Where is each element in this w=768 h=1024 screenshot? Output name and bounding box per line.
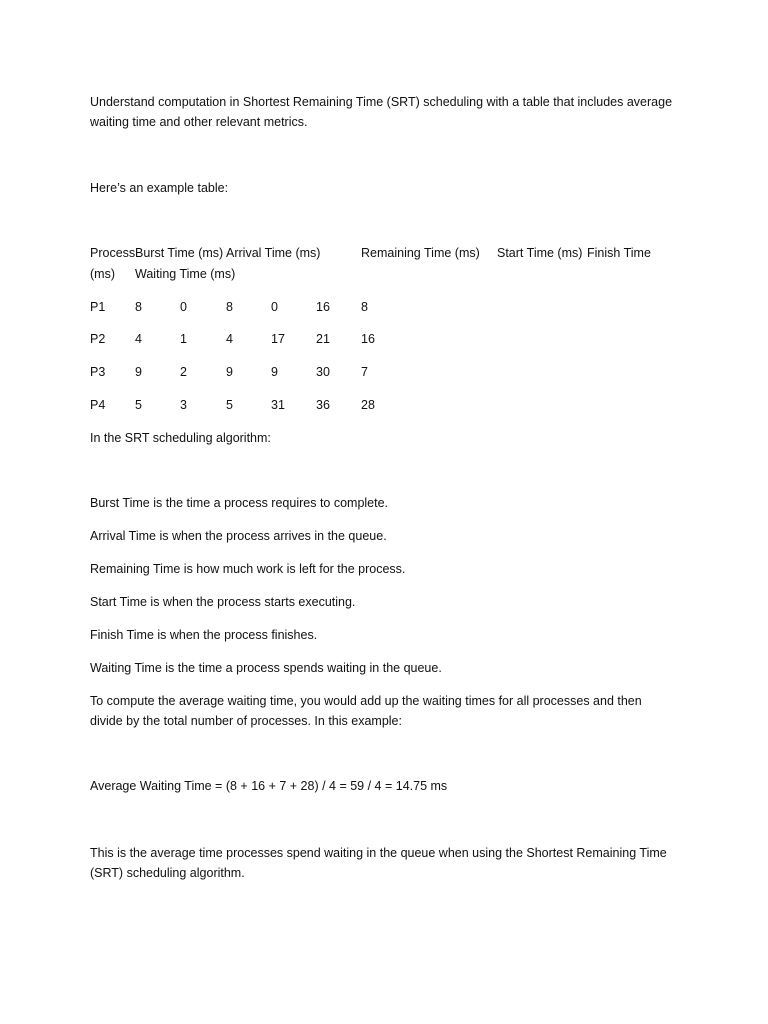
conclusion-line-1: This is the average time processes spend waiting in the queue when using the Shortest Remaining Time (90, 846, 667, 860)
header-finish-time: Finish Time (587, 246, 651, 260)
intro-line-1: Understand computation in Shortest Remaining Time (SRT) scheduling with a table that includes average (90, 95, 673, 109)
cell-process: P4 (90, 398, 106, 412)
cell-waiting-time: 16 (361, 332, 375, 346)
intro-line-2: waiting time and other relevant metrics. (90, 115, 308, 129)
cell-process: P2 (90, 332, 106, 346)
definition-waiting-time: Waiting Time is the time a process spends waiting in the queue. (90, 661, 442, 675)
definition-finish-time: Finish Time is when the process finishes. (90, 628, 318, 642)
cell-finish-time: 30 (316, 365, 330, 379)
cell-waiting-time: 7 (361, 365, 368, 379)
cell-arrival-time: 3 (180, 398, 187, 412)
definition-burst-time: Burst Time is the time a process requires to complete. (90, 496, 389, 510)
cell-start-time: 0 (271, 300, 278, 314)
conclusion-line-2: (SRT) scheduling algorithm. (90, 866, 245, 880)
cell-start-time: 9 (271, 365, 278, 379)
cell-waiting-time: 28 (361, 398, 375, 412)
cell-finish-time: 16 (316, 300, 330, 314)
example-table-label: Here’s an example table: (90, 181, 229, 195)
header-process: Process (90, 246, 136, 260)
header-remaining-time: Remaining Time (ms) (361, 246, 480, 260)
cell-burst-time: 4 (135, 332, 142, 346)
header-finish-time-unit: (ms) (90, 267, 115, 281)
cell-arrival-time: 0 (180, 300, 187, 314)
header-start-time: Start Time (ms) (497, 246, 583, 260)
header-burst-time: Burst Time (ms) (135, 246, 224, 260)
definition-start-time: Start Time is when the process starts executing. (90, 595, 356, 609)
cell-finish-time: 36 (316, 398, 330, 412)
average-waiting-time-formula: Average Waiting Time = (8 + 16 + 7 + 28) / 4 = 59 / 4 = 14.75 ms (90, 779, 448, 793)
cell-arrival-time: 1 (180, 332, 187, 346)
cell-process: P3 (90, 365, 106, 379)
cell-burst-time: 9 (135, 365, 142, 379)
compute-line-2: divide by the total number of processes. In this example: (90, 714, 402, 728)
header-waiting-time: Waiting Time (ms) (135, 267, 236, 281)
compute-line-1: To compute the average waiting time, you would add up the waiting times for all processes and then (90, 694, 642, 708)
cell-remaining-time: 5 (226, 398, 233, 412)
header-arrival-time: Arrival Time (ms) (226, 246, 321, 260)
cell-burst-time: 8 (135, 300, 142, 314)
cell-process: P1 (90, 300, 106, 314)
definition-remaining-time: Remaining Time is how much work is left for the process. (90, 562, 406, 576)
cell-waiting-time: 8 (361, 300, 368, 314)
cell-finish-time: 21 (316, 332, 330, 346)
cell-start-time: 17 (271, 332, 285, 346)
cell-remaining-time: 8 (226, 300, 233, 314)
definition-arrival-time: Arrival Time is when the process arrives in the queue. (90, 529, 387, 543)
cell-burst-time: 5 (135, 398, 142, 412)
srt-intro: In the SRT scheduling algorithm: (90, 431, 271, 445)
cell-remaining-time: 4 (226, 332, 233, 346)
cell-arrival-time: 2 (180, 365, 187, 379)
cell-remaining-time: 9 (226, 365, 233, 379)
cell-start-time: 31 (271, 398, 285, 412)
